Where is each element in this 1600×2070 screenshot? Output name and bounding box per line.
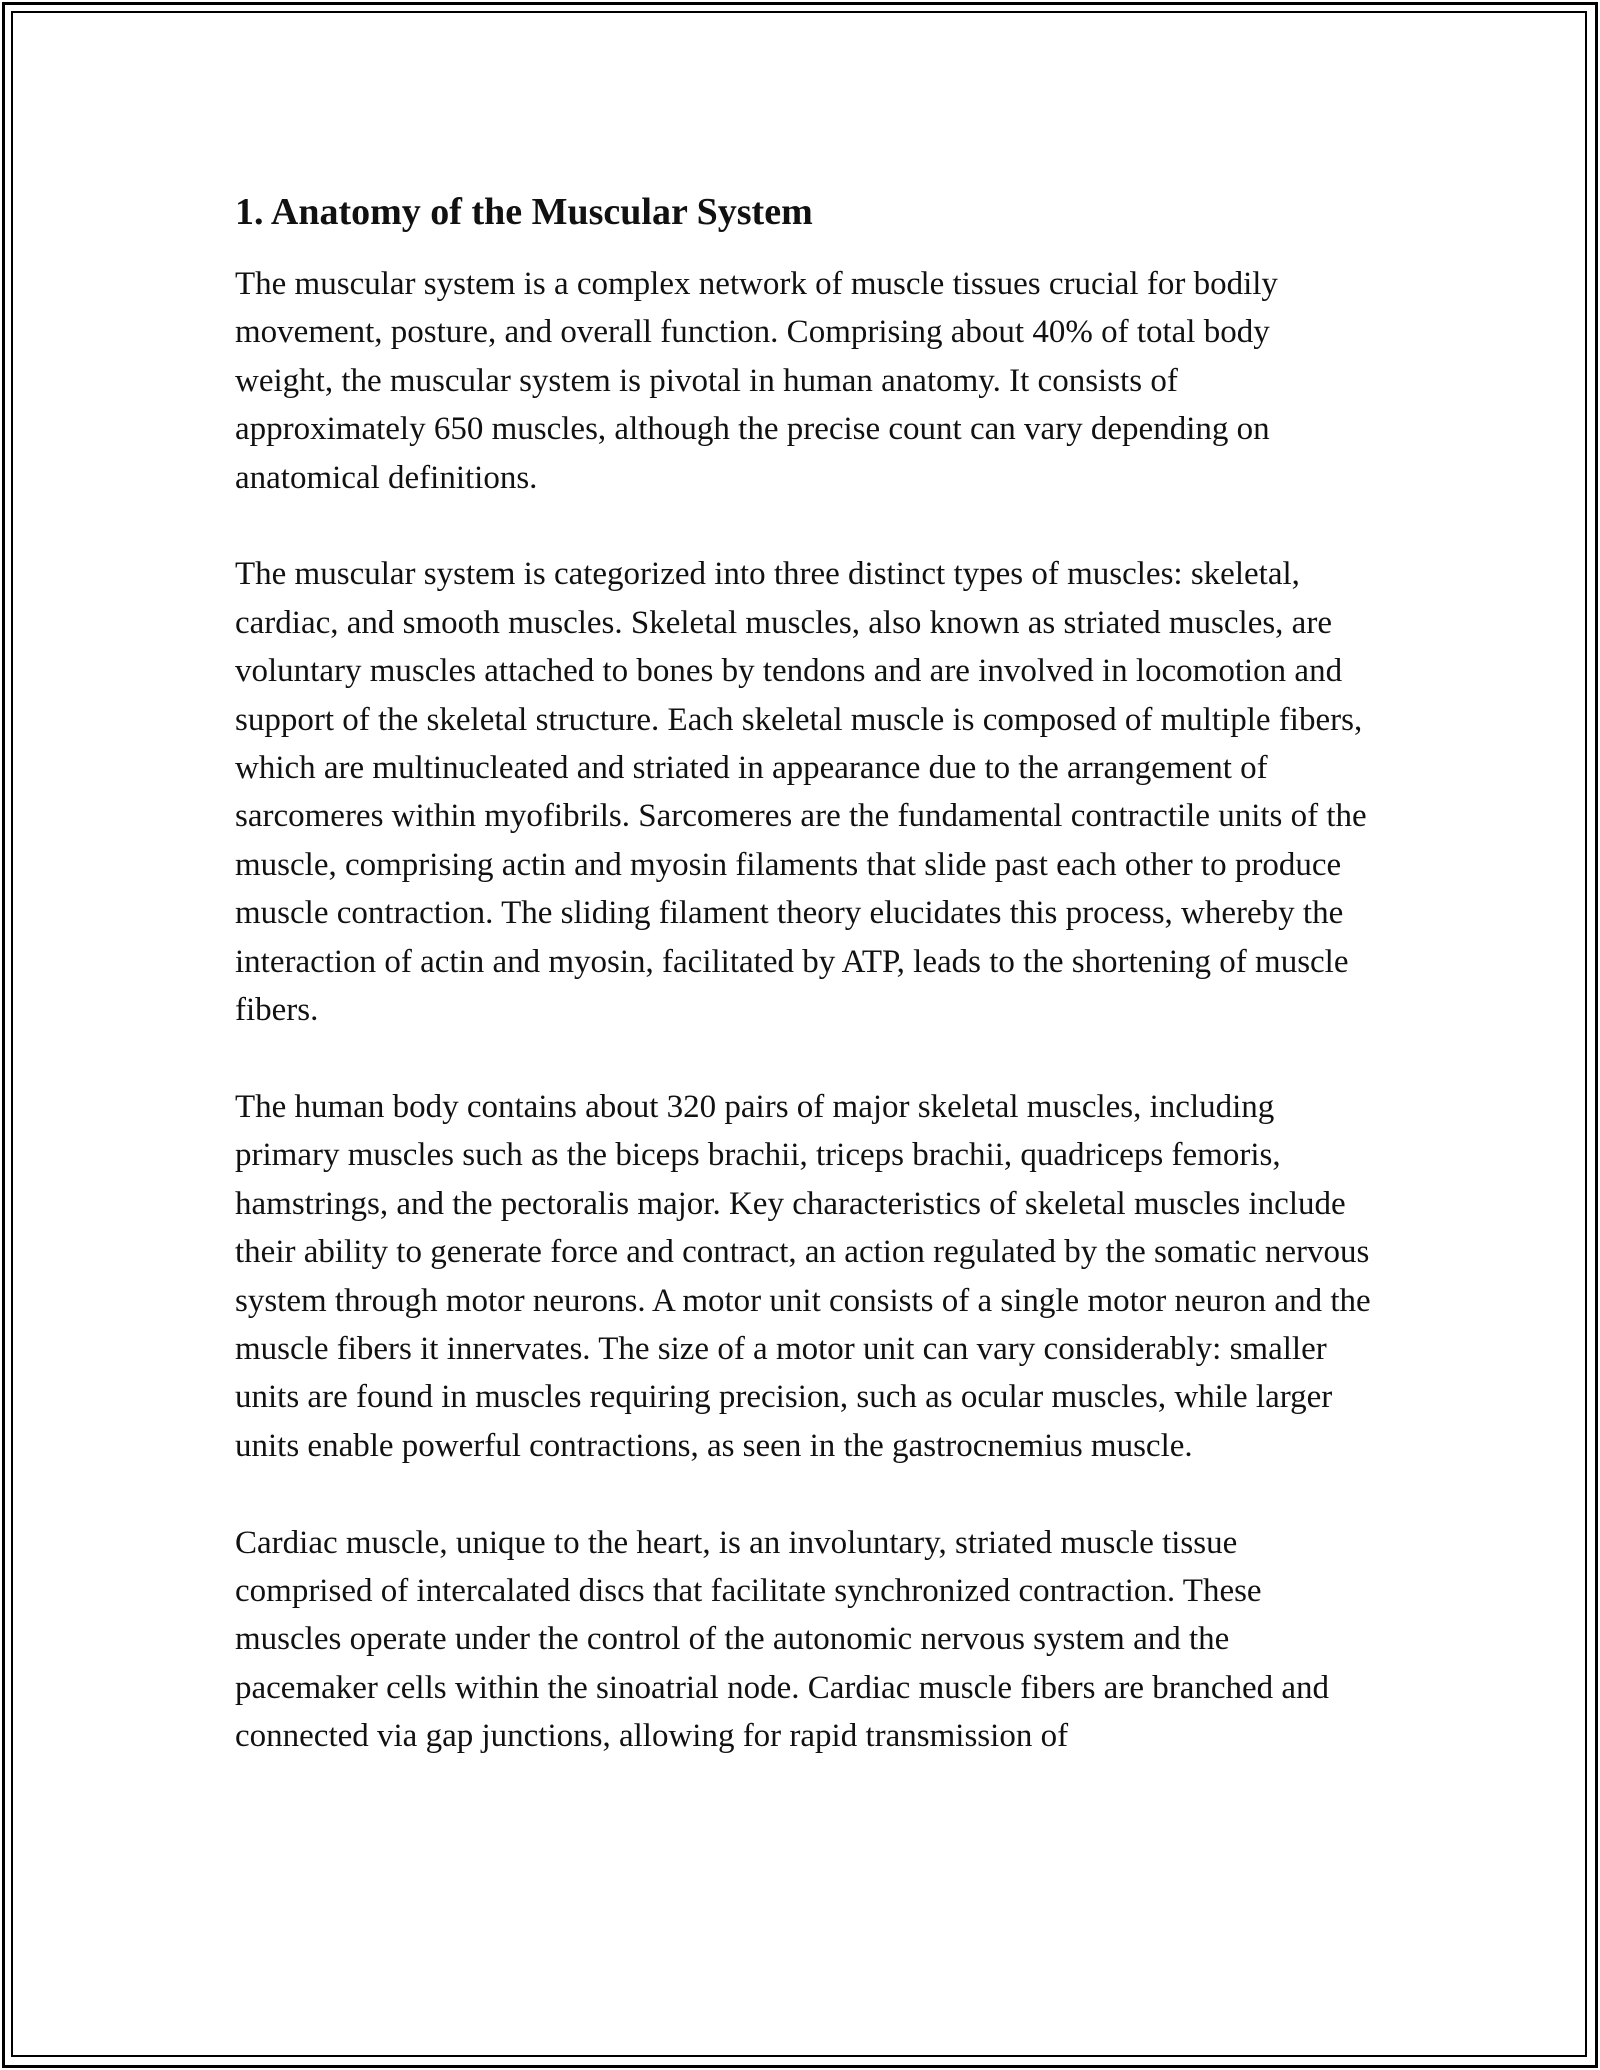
paragraph-muscular-system-overview: The muscular system is a complex network of muscle tissues crucial for bodily movement, posture, and overall function. Comprising about 40% of total body weight, the muscular system is pivotal in human anatomy. It consists of approximately 650 muscles, although the precise count can vary depending on anatomical definitions. (235, 266, 1278, 496)
section-heading: 1. Anatomy of the Muscular System (235, 191, 813, 233)
paragraph-muscle-types: The muscular system is categorized into three distinct types of muscles: skeletal, cardiac, and smooth muscles. Skeletal muscles, also known as striated muscles, are voluntary muscles attached to bones by tendons and are involved in locomotion and support of the skeletal structure. Each skeletal muscle is composed of multiple fibers, which are multinucleated and striated in appearance due to the arrangement of sarcomeres within myofibrils. Sarcomeres are the fundamental contractile units of the muscle, comprising actin and myosin filaments that slide past each other to produce muscle contraction. The sliding filament theory elucidates this process, whereby the interaction of actin and myosin, facilitated by ATP, leads to the shortening of muscle fibers. (235, 556, 1367, 1029)
paragraph-skeletal-muscles: The human body contains about 320 pairs of major skeletal muscles, including primary muscles such as the biceps brachii, triceps brachii, quadriceps femoris, hamstrings, and the pectoralis major. Key characteristics of skeletal muscles include their ability to generate force and contract, an action regulated by the somatic nervous system through motor neurons. A motor unit consists of a single motor neuron and the muscle fibers it innervates. The size of a motor unit can vary considerably: smaller units are found in muscles requiring precision, such as ocular muscles, while larger units enable powerful contractions, as seen in the gastrocnemius muscle. (235, 1088, 1371, 1464)
page-content (235, 188, 1375, 1761)
paragraph-cardiac-muscle: Cardiac muscle, unique to the heart, is an involuntary, striated muscle tissue comprised of intercalated discs that facilitate synchronized contraction. These muscles operate under the control of the autonomic nervous system and the pacemaker cells within the sinoatrial node. Cardiac muscle fibers are branched and connected via gap junctions, allowing for rapid transmission of (235, 1524, 1330, 1755)
